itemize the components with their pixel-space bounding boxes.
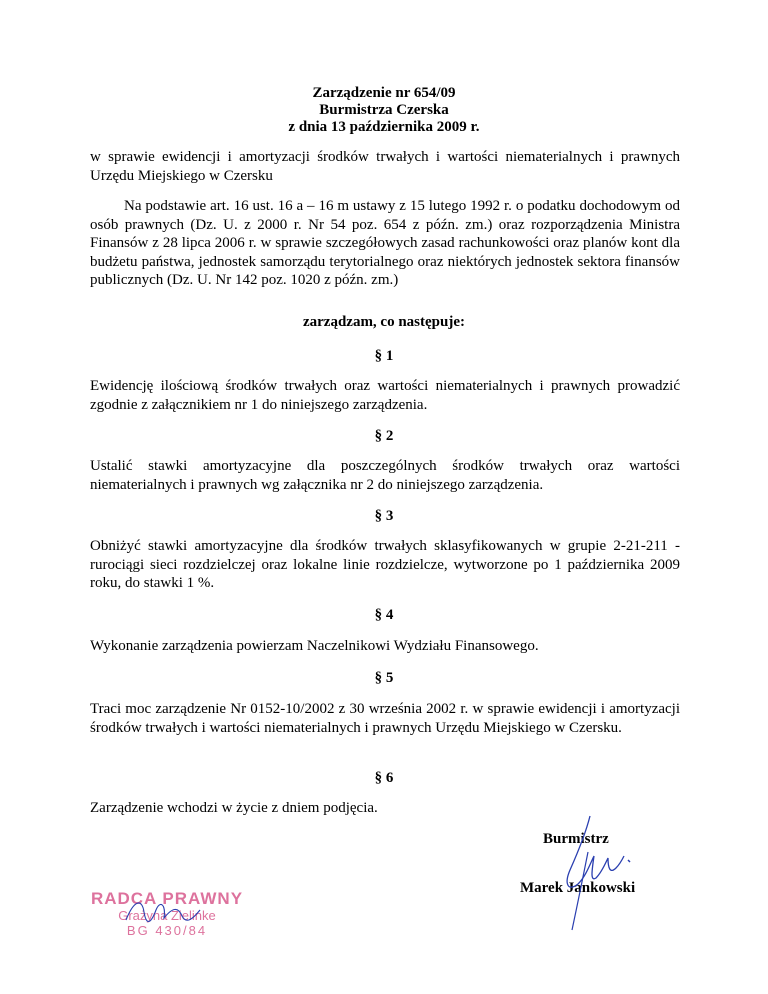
section-text-1: Ewidencję ilościową środków trwałych oraz wartości niematerialnych i prawnych prowadzić zgodnie z załącznikiem nr 1 do niniejszego zarządzenia. bbox=[90, 378, 680, 413]
subject-paragraph: w sprawie ewidencji i amortyzacji środków trwałych i wartości niematerialnych i prawnych Urzędu Miejskiego w Czersku bbox=[90, 149, 680, 184]
section-mark-4: § 4 bbox=[374, 607, 394, 623]
section-text-3: Obniżyć stawki amortyzacyjne dla środków trwałych sklasyfikowanych w grupie 2-21-211 - rurociągi sieci rozdzielczej oraz lokalne linie rozdzielcze, wytworzone po 1 października 2009 roku, do stawki 1 %. bbox=[90, 538, 680, 591]
section-text-2: Ustalić stawki amortyzacyjne dla poszczególnych środków trwałych oraz wartości niematerialnych i prawnych wg załącznika nr 2 do niniejszego zarządzenia. bbox=[90, 458, 680, 493]
decree-date: z dnia 13 października 2009 r. bbox=[288, 119, 480, 135]
section-text-5: Traci moc zarządzenie Nr 0152-10/2002 z 30 września 2002 r. w sprawie ewidencji i amortyzacji środków trwałych i wartości niematerialnych i prawnych Urzędu Miejskiego w Czersku. bbox=[90, 701, 680, 736]
stamp-name: Grażyna Zielińke bbox=[118, 908, 216, 923]
handwritten-signature-icon bbox=[548, 812, 638, 937]
decree-statement: zarządzam, co następuje: bbox=[302, 314, 466, 330]
decree-number: Zarządzenie nr 654/09 bbox=[312, 85, 456, 101]
preamble-paragraph: Na podstawie art. 16 ust. 16 a – 16 m ustawy z 15 lutego 1992 r. o podatku dochodowym od osób prawnych (Dz. U. z 2000 r. Nr 54 poz. 654 z późn. zm.) oraz rozporządzenia Ministra Finansów z 28 lipca 2006 r. w sprawie szczegółowych zasad rachunkowości oraz planów kont dla budżetu państwa, jednostek samorządu terytorialnego oraz niektórych jednostek sektora finansów publicznych (Dz. U. Nr 142 poz. 1020 z późn. zm.) bbox=[90, 198, 680, 288]
signature-title: Burmistrz bbox=[543, 831, 609, 847]
stamp-number: BG 430/84 bbox=[126, 923, 208, 938]
section-text-6: Zarządzenie wchodzi w życie z dniem podjęcia. bbox=[90, 800, 378, 816]
section-mark-6: § 6 bbox=[374, 770, 394, 786]
section-mark-2: § 2 bbox=[374, 428, 394, 444]
section-mark-5: § 5 bbox=[374, 670, 394, 686]
signature-name: Marek Jankowski bbox=[520, 880, 636, 896]
issuer: Burmistrza Czerska bbox=[319, 102, 449, 118]
stamp-signature-icon bbox=[120, 890, 210, 935]
section-mark-1: § 1 bbox=[374, 348, 394, 364]
section-mark-3: § 3 bbox=[374, 508, 394, 524]
stamp-title: RADCA PRAWNY bbox=[90, 889, 244, 908]
section-text-4: Wykonanie zarządzenia powierzam Naczelnikowi Wydziału Finansowego. bbox=[90, 638, 539, 654]
document-header bbox=[0, 85, 768, 136]
